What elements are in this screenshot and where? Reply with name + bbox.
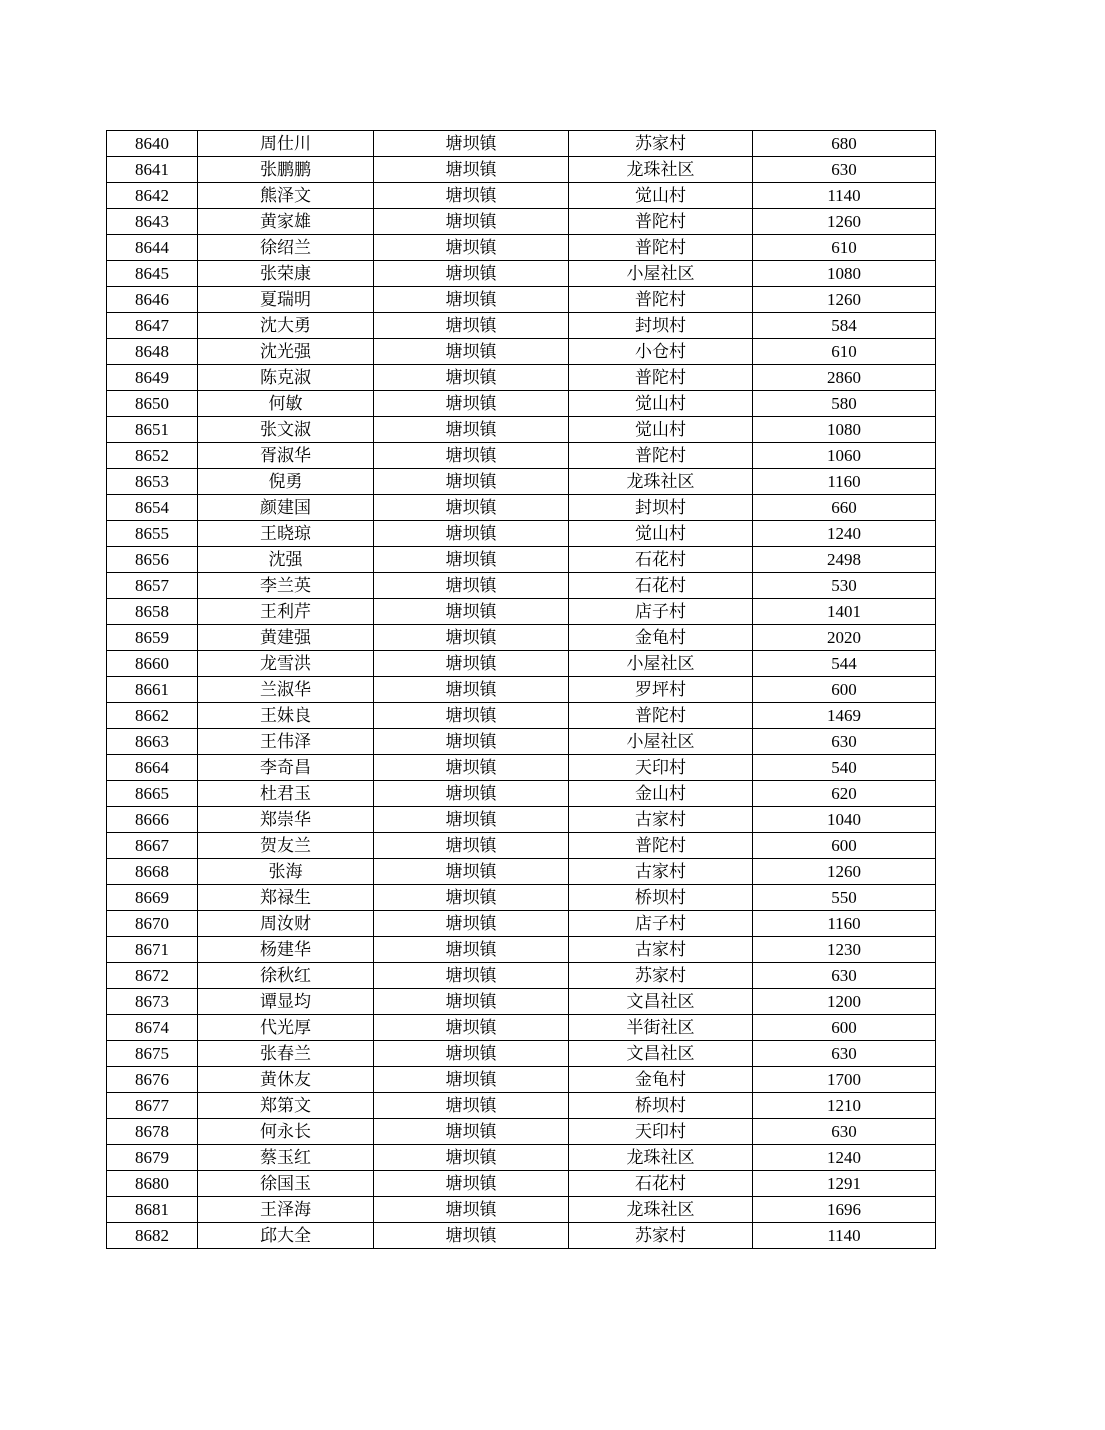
table-cell-id: 8665 [107, 781, 198, 807]
table-cell-amount: 584 [753, 313, 936, 339]
table-cell-village: 桥坝村 [569, 1093, 753, 1119]
table-cell-name: 黄休友 [198, 1067, 374, 1093]
table-cell-village: 石花村 [569, 547, 753, 573]
table-cell-village: 普陀村 [569, 443, 753, 469]
table-cell-id: 8657 [107, 573, 198, 599]
table-cell-town: 塘坝镇 [374, 339, 569, 365]
table-cell-amount: 600 [753, 1015, 936, 1041]
table-cell-amount: 2020 [753, 625, 936, 651]
table-cell-town: 塘坝镇 [374, 209, 569, 235]
table-cell-village: 普陀村 [569, 833, 753, 859]
table-cell-amount: 1700 [753, 1067, 936, 1093]
table-cell-town: 塘坝镇 [374, 313, 569, 339]
table-cell-id: 8648 [107, 339, 198, 365]
table-cell-town: 塘坝镇 [374, 1145, 569, 1171]
table-cell-id: 8662 [107, 703, 198, 729]
table-cell-id: 8669 [107, 885, 198, 911]
table-cell-amount: 600 [753, 833, 936, 859]
table-cell-name: 贺友兰 [198, 833, 374, 859]
table-row [107, 131, 936, 157]
table-row [107, 781, 936, 807]
table-cell-id: 8680 [107, 1171, 198, 1197]
table-cell-town: 塘坝镇 [374, 157, 569, 183]
table-cell-town: 塘坝镇 [374, 599, 569, 625]
table-cell-name: 夏瑞明 [198, 287, 374, 313]
table-row [107, 521, 936, 547]
table-cell-village: 罗坪村 [569, 677, 753, 703]
table-cell-amount: 544 [753, 651, 936, 677]
table-cell-name: 周仕川 [198, 131, 374, 157]
table-cell-id: 8654 [107, 495, 198, 521]
table-cell-id: 8660 [107, 651, 198, 677]
table-row [107, 989, 936, 1015]
table-row [107, 183, 936, 209]
table-cell-id: 8670 [107, 911, 198, 937]
table-cell-town: 塘坝镇 [374, 235, 569, 261]
table-cell-amount: 550 [753, 885, 936, 911]
table-cell-name: 李兰英 [198, 573, 374, 599]
table-cell-village: 封坝村 [569, 495, 753, 521]
table-cell-town: 塘坝镇 [374, 391, 569, 417]
table-cell-village: 小屋社区 [569, 261, 753, 287]
table-cell-town: 塘坝镇 [374, 261, 569, 287]
table-cell-id: 8671 [107, 937, 198, 963]
table-cell-name: 颜建国 [198, 495, 374, 521]
table-cell-village: 小屋社区 [569, 651, 753, 677]
table-cell-name: 徐秋红 [198, 963, 374, 989]
table-cell-id: 8661 [107, 677, 198, 703]
table-cell-name: 郑禄生 [198, 885, 374, 911]
table-cell-name: 倪勇 [198, 469, 374, 495]
table-cell-amount: 1240 [753, 521, 936, 547]
table-cell-amount: 680 [753, 131, 936, 157]
table-cell-village: 龙珠社区 [569, 157, 753, 183]
table-cell-amount: 600 [753, 677, 936, 703]
table-cell-name: 黄建强 [198, 625, 374, 651]
table-cell-village: 龙珠社区 [569, 469, 753, 495]
table-cell-name: 熊泽文 [198, 183, 374, 209]
table-cell-village: 金龟村 [569, 1067, 753, 1093]
table-cell-town: 塘坝镇 [374, 989, 569, 1015]
table-cell-name: 沈大勇 [198, 313, 374, 339]
table-cell-id: 8677 [107, 1093, 198, 1119]
table-cell-town: 塘坝镇 [374, 781, 569, 807]
table-cell-id: 8663 [107, 729, 198, 755]
table-cell-town: 塘坝镇 [374, 469, 569, 495]
table-cell-name: 杨建华 [198, 937, 374, 963]
table-cell-id: 8668 [107, 859, 198, 885]
table-row [107, 807, 936, 833]
table-cell-amount: 1080 [753, 417, 936, 443]
table-cell-name: 王泽海 [198, 1197, 374, 1223]
table-row [107, 1171, 936, 1197]
table-cell-village: 觉山村 [569, 391, 753, 417]
table-cell-id: 8643 [107, 209, 198, 235]
table-row [107, 1145, 936, 1171]
table-cell-name: 王伟泽 [198, 729, 374, 755]
table-cell-name: 张海 [198, 859, 374, 885]
table-cell-town: 塘坝镇 [374, 495, 569, 521]
table-cell-id: 8681 [107, 1197, 198, 1223]
table-row [107, 911, 936, 937]
table-cell-name: 郑第文 [198, 1093, 374, 1119]
table-cell-town: 塘坝镇 [374, 885, 569, 911]
table-cell-town: 塘坝镇 [374, 131, 569, 157]
table-cell-amount: 630 [753, 1041, 936, 1067]
table-cell-name: 谭显均 [198, 989, 374, 1015]
table-cell-name: 张文淑 [198, 417, 374, 443]
table-cell-name: 兰淑华 [198, 677, 374, 703]
table-cell-name: 黄家雄 [198, 209, 374, 235]
table-cell-id: 8646 [107, 287, 198, 313]
table-cell-id: 8653 [107, 469, 198, 495]
table-cell-id: 8656 [107, 547, 198, 573]
table-cell-amount: 530 [753, 573, 936, 599]
table-cell-name: 徐国玉 [198, 1171, 374, 1197]
table-cell-amount: 610 [753, 339, 936, 365]
table-row [107, 755, 936, 781]
table-cell-village: 古家村 [569, 937, 753, 963]
table-cell-village: 桥坝村 [569, 885, 753, 911]
table-cell-name: 郑崇华 [198, 807, 374, 833]
table-cell-town: 塘坝镇 [374, 833, 569, 859]
table-cell-village: 金龟村 [569, 625, 753, 651]
table-cell-amount: 1200 [753, 989, 936, 1015]
table-cell-town: 塘坝镇 [374, 417, 569, 443]
table-cell-amount: 1060 [753, 443, 936, 469]
table-row [107, 885, 936, 911]
table-cell-amount: 1210 [753, 1093, 936, 1119]
table-cell-town: 塘坝镇 [374, 1223, 569, 1249]
table-row [107, 209, 936, 235]
table-cell-amount: 1040 [753, 807, 936, 833]
table-cell-amount: 1260 [753, 859, 936, 885]
table-cell-village: 苏家村 [569, 131, 753, 157]
table-cell-name: 何敏 [198, 391, 374, 417]
table-cell-id: 8672 [107, 963, 198, 989]
table-cell-name: 陈克淑 [198, 365, 374, 391]
table-cell-town: 塘坝镇 [374, 1171, 569, 1197]
table-row [107, 729, 936, 755]
table-cell-town: 塘坝镇 [374, 625, 569, 651]
table-cell-town: 塘坝镇 [374, 807, 569, 833]
table-cell-amount: 1240 [753, 1145, 936, 1171]
table-cell-village: 苏家村 [569, 1223, 753, 1249]
table-cell-town: 塘坝镇 [374, 547, 569, 573]
table-row [107, 1119, 936, 1145]
table-cell-amount: 620 [753, 781, 936, 807]
table-cell-name: 徐绍兰 [198, 235, 374, 261]
table-cell-town: 塘坝镇 [374, 651, 569, 677]
table-cell-amount: 630 [753, 729, 936, 755]
table-cell-amount: 1291 [753, 1171, 936, 1197]
table-row [107, 703, 936, 729]
table-row [107, 1223, 936, 1249]
table-row [107, 287, 936, 313]
table-cell-amount: 1080 [753, 261, 936, 287]
table-cell-town: 塘坝镇 [374, 1197, 569, 1223]
table-cell-id: 8655 [107, 521, 198, 547]
table-cell-amount: 630 [753, 963, 936, 989]
table-cell-amount: 1401 [753, 599, 936, 625]
table-cell-id: 8682 [107, 1223, 198, 1249]
table-cell-village: 古家村 [569, 859, 753, 885]
table-cell-town: 塘坝镇 [374, 443, 569, 469]
table-cell-village: 觉山村 [569, 183, 753, 209]
table-cell-id: 8664 [107, 755, 198, 781]
table-cell-id: 8650 [107, 391, 198, 417]
table-row [107, 573, 936, 599]
table-cell-amount: 1260 [753, 209, 936, 235]
table-cell-town: 塘坝镇 [374, 729, 569, 755]
table-cell-village: 觉山村 [569, 417, 753, 443]
table-cell-id: 8647 [107, 313, 198, 339]
table-cell-name: 何永长 [198, 1119, 374, 1145]
table-cell-id: 8679 [107, 1145, 198, 1171]
table-cell-name: 张春兰 [198, 1041, 374, 1067]
table-row [107, 651, 936, 677]
table-cell-village: 普陀村 [569, 703, 753, 729]
table-row [107, 599, 936, 625]
table-cell-name: 王妹良 [198, 703, 374, 729]
table-cell-name: 周汝财 [198, 911, 374, 937]
table-cell-town: 塘坝镇 [374, 937, 569, 963]
table-cell-town: 塘坝镇 [374, 521, 569, 547]
table-cell-id: 8649 [107, 365, 198, 391]
table-cell-village: 天印村 [569, 755, 753, 781]
table-row [107, 443, 936, 469]
table-cell-village: 小仓村 [569, 339, 753, 365]
table-cell-amount: 580 [753, 391, 936, 417]
table-row [107, 391, 936, 417]
table-row [107, 417, 936, 443]
table-cell-town: 塘坝镇 [374, 963, 569, 989]
table-cell-village: 普陀村 [569, 287, 753, 313]
table-cell-amount: 1469 [753, 703, 936, 729]
table-cell-town: 塘坝镇 [374, 1093, 569, 1119]
table-cell-amount: 660 [753, 495, 936, 521]
table-cell-id: 8642 [107, 183, 198, 209]
table-row [107, 469, 936, 495]
table-cell-village: 店子村 [569, 599, 753, 625]
table-cell-amount: 1140 [753, 1223, 936, 1249]
table-row [107, 235, 936, 261]
table-cell-village: 石花村 [569, 573, 753, 599]
table-cell-name: 龙雪洪 [198, 651, 374, 677]
table-cell-amount: 540 [753, 755, 936, 781]
table-row [107, 495, 936, 521]
table-cell-town: 塘坝镇 [374, 755, 569, 781]
table-cell-name: 张荣康 [198, 261, 374, 287]
table-cell-amount: 1260 [753, 287, 936, 313]
table-cell-amount: 2860 [753, 365, 936, 391]
table-cell-id: 8651 [107, 417, 198, 443]
table-cell-town: 塘坝镇 [374, 859, 569, 885]
table-cell-id: 8674 [107, 1015, 198, 1041]
table-row [107, 261, 936, 287]
table-cell-id: 8675 [107, 1041, 198, 1067]
table-cell-village: 苏家村 [569, 963, 753, 989]
table-cell-name: 王晓琼 [198, 521, 374, 547]
table-cell-village: 古家村 [569, 807, 753, 833]
table-cell-village: 普陀村 [569, 235, 753, 261]
table-cell-village: 觉山村 [569, 521, 753, 547]
table-row [107, 1197, 936, 1223]
table-cell-amount: 1160 [753, 469, 936, 495]
table-cell-town: 塘坝镇 [374, 677, 569, 703]
table-cell-id: 8640 [107, 131, 198, 157]
table-row [107, 157, 936, 183]
table-cell-amount: 2498 [753, 547, 936, 573]
records-table [106, 130, 936, 1249]
table-cell-name: 邱大全 [198, 1223, 374, 1249]
table-cell-name: 蔡玉红 [198, 1145, 374, 1171]
table-cell-name: 杜君玉 [198, 781, 374, 807]
table-cell-id: 8652 [107, 443, 198, 469]
table-cell-id: 8676 [107, 1067, 198, 1093]
table-row [107, 937, 936, 963]
table-cell-town: 塘坝镇 [374, 703, 569, 729]
table-row [107, 859, 936, 885]
table-row [107, 339, 936, 365]
table-row [107, 963, 936, 989]
table-cell-id: 8666 [107, 807, 198, 833]
table-cell-village: 龙珠社区 [569, 1197, 753, 1223]
table-cell-id: 8678 [107, 1119, 198, 1145]
table-cell-id: 8645 [107, 261, 198, 287]
table-cell-town: 塘坝镇 [374, 1067, 569, 1093]
table-cell-town: 塘坝镇 [374, 911, 569, 937]
table-row [107, 365, 936, 391]
table-cell-town: 塘坝镇 [374, 573, 569, 599]
table-cell-village: 石花村 [569, 1171, 753, 1197]
table-cell-name: 胥淑华 [198, 443, 374, 469]
table-cell-amount: 1160 [753, 911, 936, 937]
table-row [107, 1041, 936, 1067]
table-cell-amount: 630 [753, 157, 936, 183]
table-cell-town: 塘坝镇 [374, 183, 569, 209]
table-cell-village: 文昌社区 [569, 989, 753, 1015]
table-row [107, 1015, 936, 1041]
table-cell-village: 封坝村 [569, 313, 753, 339]
table-cell-name: 代光厚 [198, 1015, 374, 1041]
table-cell-amount: 1140 [753, 183, 936, 209]
table-cell-name: 张鹏鹏 [198, 157, 374, 183]
table-cell-name: 李奇昌 [198, 755, 374, 781]
table-row [107, 677, 936, 703]
table-cell-town: 塘坝镇 [374, 365, 569, 391]
table-row [107, 547, 936, 573]
table-cell-village: 龙珠社区 [569, 1145, 753, 1171]
table-cell-village: 半街社区 [569, 1015, 753, 1041]
table-row [107, 1067, 936, 1093]
table-cell-name: 王利芹 [198, 599, 374, 625]
table-cell-village: 普陀村 [569, 365, 753, 391]
table-cell-id: 8658 [107, 599, 198, 625]
table-cell-village: 金山村 [569, 781, 753, 807]
table-cell-amount: 1230 [753, 937, 936, 963]
table-cell-name: 沈光强 [198, 339, 374, 365]
table-cell-village: 小屋社区 [569, 729, 753, 755]
table-cell-amount: 630 [753, 1119, 936, 1145]
table-cell-id: 8644 [107, 235, 198, 261]
table-cell-town: 塘坝镇 [374, 1041, 569, 1067]
table-cell-town: 塘坝镇 [374, 1119, 569, 1145]
table-cell-id: 8659 [107, 625, 198, 651]
records-table-body [107, 131, 936, 1249]
table-cell-name: 沈强 [198, 547, 374, 573]
table-cell-village: 普陀村 [569, 209, 753, 235]
table-cell-village: 文昌社区 [569, 1041, 753, 1067]
table-cell-town: 塘坝镇 [374, 287, 569, 313]
table-cell-id: 8673 [107, 989, 198, 1015]
table-row [107, 625, 936, 651]
table-cell-village: 店子村 [569, 911, 753, 937]
table-cell-id: 8641 [107, 157, 198, 183]
table-cell-amount: 1696 [753, 1197, 936, 1223]
table-cell-amount: 610 [753, 235, 936, 261]
table-cell-id: 8667 [107, 833, 198, 859]
table-row [107, 313, 936, 339]
table-cell-village: 天印村 [569, 1119, 753, 1145]
table-cell-town: 塘坝镇 [374, 1015, 569, 1041]
table-row [107, 833, 936, 859]
table-row [107, 1093, 936, 1119]
